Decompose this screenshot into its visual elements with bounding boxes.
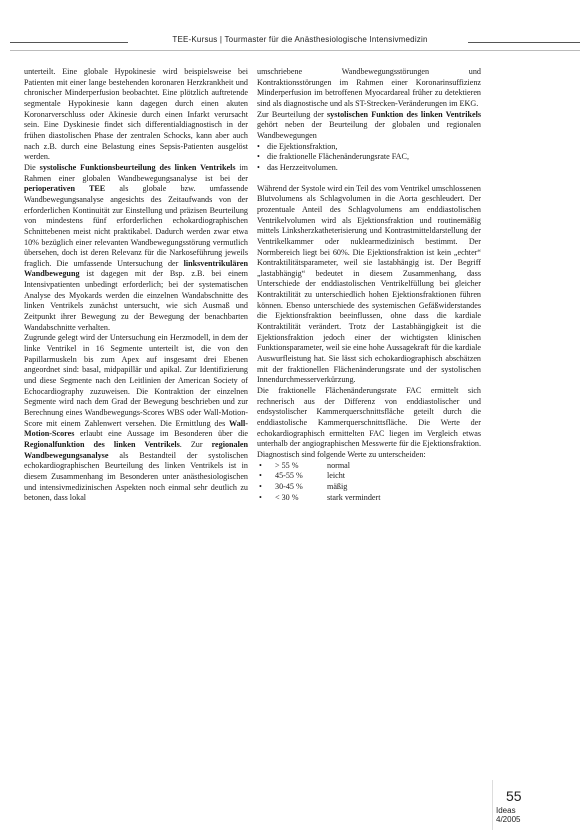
paragraph-regional-wall-motion: umschriebene Wandbewegungsstörungen und Kontraktionsstörungen im Rahmen einer Koronarinsuffizienz Minderperfusion im betroffenen Myocardareal früher zu detektieren sind als diagnostische und als ST-Strecken-Veränderungen im EKG. [257, 67, 481, 108]
list-item: • das Herzzeitvolumen. [257, 163, 481, 174]
left-column [24, 67, 248, 504]
header-divider [10, 50, 580, 51]
running-head-title: TEE-Kursus | Tourmaster für die Anästhesiologische Intensivmedizin [172, 35, 428, 44]
text-run: Zugrunde gelegt wird der Untersuchung ein Herzmodell, in dem der linke Ventrikel in 16 Segmente unterteilt ist, die von den Papillarmuskeln bis zum Apex auf insgesamt drei Ebenen angeordnet sind: basal, midpapillär und apikal. Zur Identifizierung und diese Segmente nach den Leitlinien der American Society of Echocardiography zuzuweisen. Die Kontraktion der einzelnen Segmente wird nach dem Grad der Bewegung beschrieben und zur Berechnung eines Wandbewegungs-Scores WBS oder Wall-Motion-Score mit einem Zahlenwert versehen. Die Ermittlung des [24, 333, 248, 428]
value-label: mäßig [327, 481, 348, 491]
value-range: • 30-45 % [267, 482, 327, 493]
bold-term: systolischen Funktion des linken Ventrikels [326, 109, 481, 119]
paragraph-wall-motion-types: unterteilt. Eine globale Hypokinesie wird beispielsweise bei Patienten mit einer lange bestehenden koronaren Herzkrankheit und chronischer Minderperfusion beobachtet. Eine plötzlich auftretende segmentale Hypokinesie kann dagegen durch einen akuten Koronarverschluss oder Akinesie durch einen Infarkt verursacht sein. Eine Dyskinesie findet sich differentialdiagnostisch in der frühen diastolischen Phase der zentralen Schocks, kann aber auch nach z.B. durch eine Belastung eines Sepsis-Patienten ausgelöst werden. [24, 67, 248, 162]
parameter-list [257, 142, 481, 174]
footer-divider [492, 780, 493, 830]
list-item: • die Ejektionsfraktion, [257, 142, 481, 153]
value-label: leicht [327, 471, 346, 481]
value-range: • 45-55 % [267, 471, 327, 482]
paragraph-ejection-fraction: Während der Systole wird ein Teil des vom Ventrikel umschlossenen Blutvolumens als Schlagvolumen in die Aorta geschleudert. Der prozentuale Anteil des Schlagvolumens am enddiastolischen Ventrikelvolumen wird als Ejektionsfraktion und routinemäßig mittels Linksherzkatheterisierung und Kontrastmitteldarstellung der Ventrikelkammer oder nuklearmedizinisch bestimmt. Der Normbereich liegt bei 60%. Die Ejektionsfraktion ist kein „echter“ Kontraktilitätsparameter, weil sie lastabhängig ist. Der Begriff „lastabhängig“ bedeutet in diesem Zusammenhang, dass Unterschiede der enddiastolischen Ventrikelfüllung bei gleicher Kontraktilität zu unterschiedlich hohen Ejektionsfraktionen führen können. Ebenso unterschiede des systemischen Gefäßwiderstandes die Ejektionsfraktion beeinflussen, ohne dass die kardiale Kontraktilität verändert. Trotz der Lastabhängigkeit ist die Ejektionsfraktion jedoch einer der wichtigsten klinischen Funktionsparameter, weil sie eine hohe Aussagekraft für die kardiale Auswurfleistung hat. Sie lässt sich echokardiographisch abschätzen mit der fraktionellen Flächenänderungsrate und der systolischen Innendurchmesserverkürzung. [257, 183, 481, 385]
journal-issue: 4/2005 [496, 815, 521, 824]
text-run: . Zur [179, 439, 212, 449]
text-run: gehört neben der Beurteilung der globalen und regionalen Wandbewegungen [257, 120, 481, 140]
bold-term: Regionalfunktion des linken Ventrikels [24, 439, 180, 449]
value-row [267, 482, 481, 493]
paragraph-segment-model [24, 333, 248, 504]
paragraph-systolic-function [24, 163, 248, 334]
list-item: • die fraktionelle Flächenänderungsrate FAC, [257, 152, 481, 163]
journal-name: Ideas [496, 806, 516, 815]
bold-term: Wall-Motion-Scores [24, 418, 248, 439]
text-run: erlaubt eine Aussage im Besonderen über die [74, 429, 248, 439]
text-run: ist dagegen mit der Bsp. z.B. bei einem Intensivpatienten unbedingt erforderlich; bei der systematischen Analyse des Myokards werden die einzelnen Wandabschnitte des linken Ventrikels zunächst untersucht, wie sich Ausmaß und Zeitpunkt ihrer Bewegung zu der Bewegung der benachbarten Wandabschnitte verhalten. [24, 269, 248, 332]
fac-value-table [267, 461, 481, 504]
bold-term: regionalen Wandbewegungsanalyse [24, 439, 249, 460]
value-range: • < 30 % [267, 493, 327, 504]
value-label: normal [327, 460, 351, 470]
right-column [257, 67, 481, 503]
value-row [267, 461, 481, 472]
text-run: als globale bzw. umfassende Wandbewegungsanalyse angesichts des Zeitaufwands von der erforderlichen Kontinuität zur Einstellung und präzisen Beurteilung von mindestens fünf erforderlichen echokardiographischen Schnittebenen meist nicht praktikabel. Dadurch werden zwar etwa 10% bezüglich einer relevanten Wandbewegungsstörung vermutlich übersehen, doch ist deren Relevanz für die Narkoseführung jeweils fraglich. Die umfassende Untersuchung der [24, 184, 248, 268]
text-run: Zur Beurteilung der [257, 109, 327, 119]
paragraph-fac: Die fraktionelle Flächenänderungsrate FAC ermittelt sich rechnerisch aus der Differenz von enddiastolischer und endsystolischer Kammerquerschnittsfläche geteilt durch die enddiastolische Kammerquerschnittsfläche. Die Werte der echokardiographisch ermittelten FAC liegen im Vergleich etwas unterhalb der angiographischen Messwerte für die Ejektionsfraktion. Diagnostisch sind folgende Werte zu unterscheiden: [257, 386, 481, 459]
text-run: als Bestandteil der systolischen echokardiographischen Beurteilung des linken Ventrikels ist in diesem Zusammenhang im Besonderen unter anästhesiologischen und intensivmedizinischen Aspekten noch einmal sehr deutlich zu betonen, dass lokal [24, 450, 248, 503]
value-row [267, 493, 481, 504]
bold-term: systolische Funktionsbeurteilung des linken Ventrikels [39, 162, 236, 172]
page-number: 55 [506, 788, 522, 804]
running-head [0, 34, 583, 48]
value-row [267, 471, 481, 482]
value-label: stark vermindert [327, 492, 381, 502]
paragraph-lv-function-intro [257, 110, 481, 142]
bold-term: linksventrikulären Wandbewegung [24, 258, 248, 279]
value-range: • > 55 % [267, 461, 327, 472]
bold-term: perioperativen TEE [24, 184, 106, 194]
text-run: Die [24, 162, 40, 172]
page-footer [496, 788, 522, 824]
text-run: im Rahmen einer globalen Wandbewegungsanalyse ist bei der [24, 162, 248, 183]
header-rule-right [468, 42, 580, 43]
header-rule-left [10, 42, 128, 43]
